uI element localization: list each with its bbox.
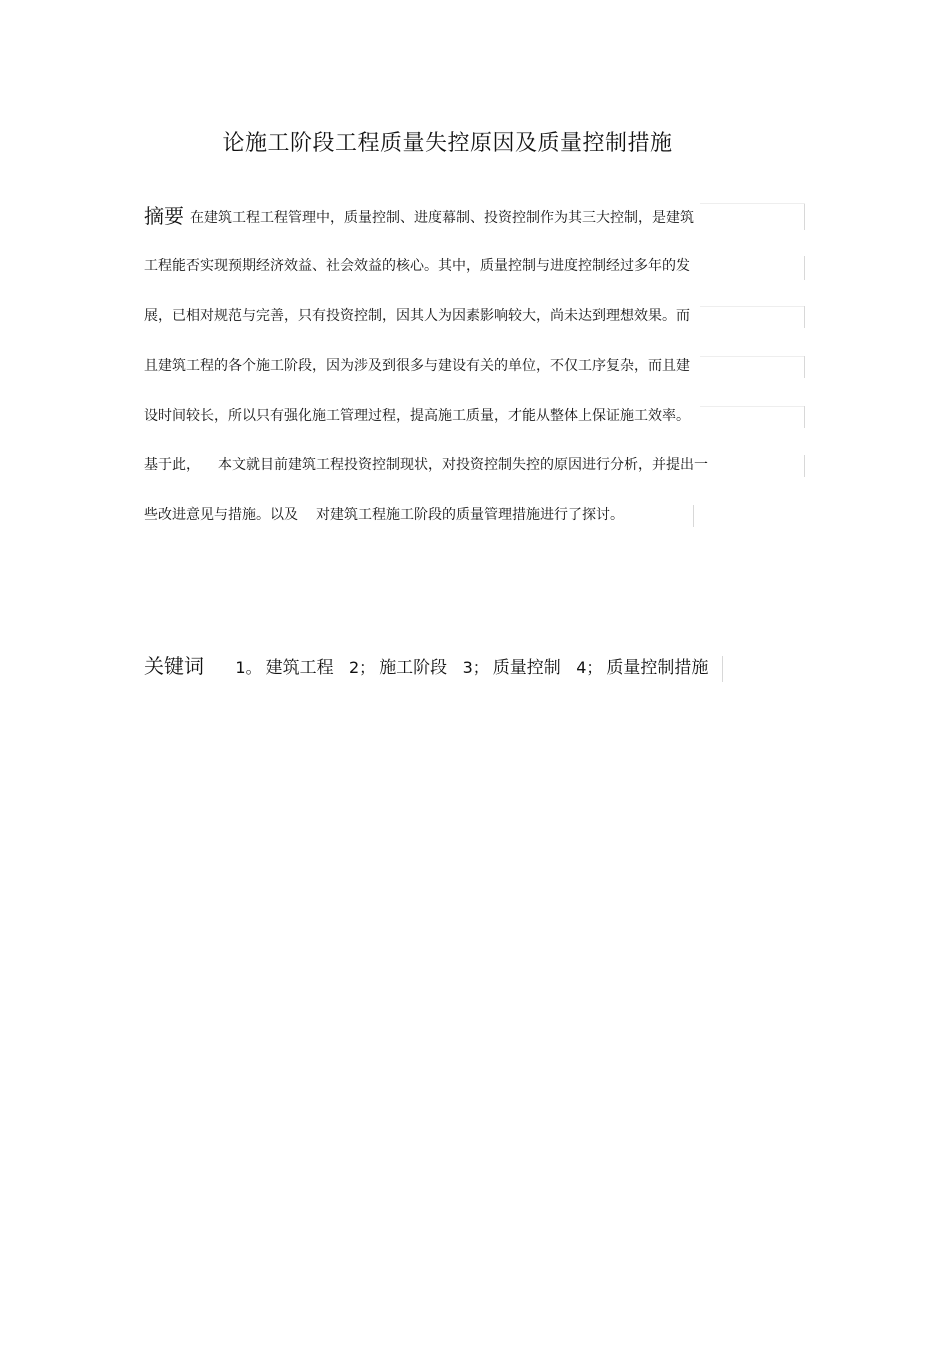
abstract-text-line: 且建筑工程的各个施工阶段，因为涉及到很多与建设有关的单位，不仅工序复杂，而且建	[144, 358, 690, 374]
line-guide	[804, 256, 805, 280]
line-guide	[804, 406, 805, 428]
abstract-text-line: 在建筑工程工程管理中，质量控制、进度幕制、投资控制作为其三大控制，是建筑	[190, 210, 694, 226]
abstract-line-5	[144, 404, 690, 428]
keyword-item: 1。 建筑工程	[235, 658, 334, 678]
keyword-item: 4； 质量控制措施	[576, 658, 709, 678]
line-guide	[804, 204, 805, 230]
abstract-line-3	[144, 304, 690, 328]
abstract-text-line: 设时间较长，所以只有强化施工管理过程，提高施工质量，才能从整体上保证施工效率。	[144, 408, 690, 424]
abstract-label: 摘要	[144, 204, 184, 228]
keywords-section	[144, 652, 723, 680]
abstract-line-2	[144, 254, 690, 278]
abstract-line-4	[144, 354, 690, 378]
abstract-text-line: 本文就目前建筑工程投资控制现状，对投资控制失控的原因进行分析，并提出一	[218, 457, 708, 473]
page-title: 论施工阶段工程质量失控原因及质量控制措施	[222, 131, 673, 156]
keyword-item: 2； 施工阶段	[349, 658, 448, 678]
line-guide	[700, 306, 805, 307]
line-guide	[700, 203, 805, 204]
line-guide	[804, 356, 805, 378]
line-guide	[700, 356, 805, 357]
abstract-text-line: 基于此，	[144, 457, 200, 473]
abstract-text-line: 对建筑工程施工阶段的质量管理措施进行了探讨。	[316, 507, 624, 523]
abstract-text-line: 工程能否实现预期经济效益、社会效益的核心。其中，质量控制与进度控制经过多年的发	[144, 258, 690, 274]
keyword-item: 3； 质量控制	[462, 658, 561, 678]
line-guide	[693, 505, 694, 527]
keywords-label: 关键词	[144, 654, 204, 678]
abstract-line-1	[144, 204, 694, 228]
line-guide	[804, 455, 805, 477]
abstract-line-6	[144, 453, 708, 477]
abstract-text-line: 展，已相对规范与完善，只有投资控制，因其人为因素影响较大，尚未达到理想效果。而	[144, 308, 690, 324]
line-guide	[722, 656, 723, 682]
abstract-line-7	[144, 503, 624, 527]
abstract-text-line: 些改进意见与措施。以及	[144, 507, 298, 523]
line-guide	[804, 306, 805, 328]
line-guide	[700, 406, 805, 407]
